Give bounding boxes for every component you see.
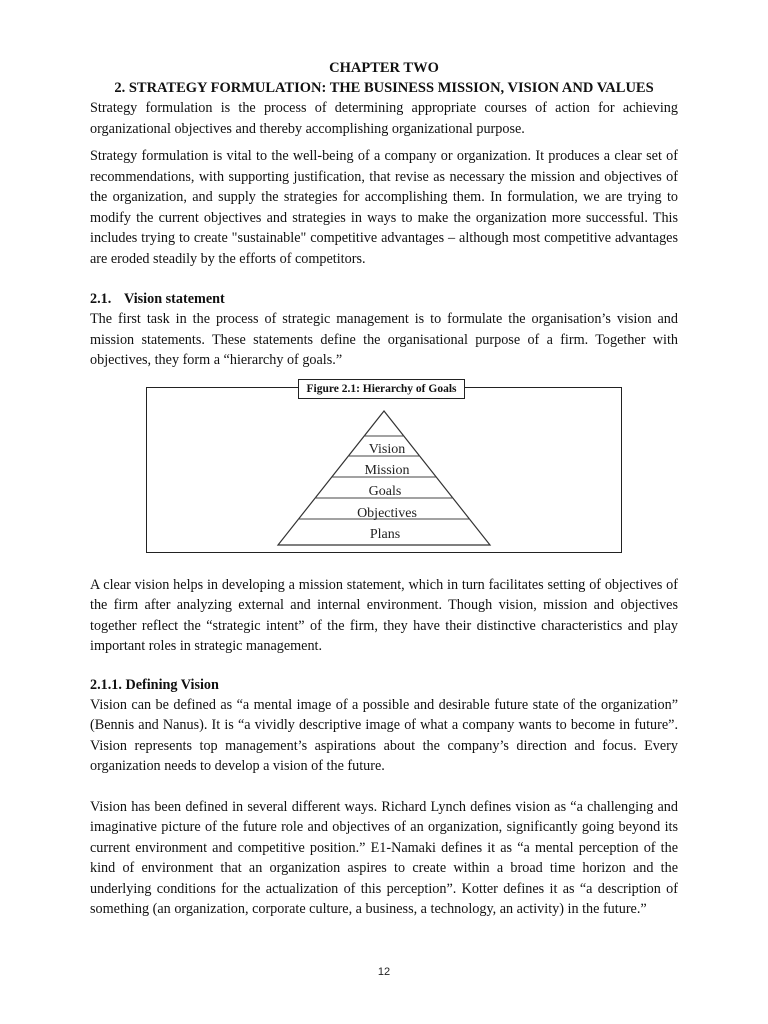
page-number: 12	[377, 966, 391, 978]
after-figure-paragraph: A clear vision helps in developing a mission statement, which in turn facilitates setting of objectives of the firm after analyzing external and internal environment. Though vision, mission and objectives together reflect the “strategic intent” of the firm, they have their distinctive characteristics and play important roles in strategic management.	[90, 576, 678, 654]
pyramid-outline	[278, 411, 490, 545]
chapter-title: CHAPTER TWO	[329, 60, 439, 76]
intro-paragraph-2: Strategy formulation is vital to the well-being of a company or organization. It produces a clear set of recommendations, with supporting justification, that revise as necessary the mission and objectives of the organization, and supply the strategies for accomplishing them. In formulation, we are trying to modify the current objectives and strategies in ways to make the organization more successful. This includes trying to create "sustainable" competitive advantages – although most competitive advantages are eroded steadily by the efforts of competitors.	[90, 148, 678, 267]
pyramid-level-plans: Plans	[369, 526, 401, 542]
defining-vision-heading: 2.1.1. Defining Vision	[90, 676, 219, 693]
pyramid-level-goals: Goals	[368, 483, 402, 499]
vision-statement-number: 2.1.	[90, 291, 112, 307]
goals-pyramid	[146, 379, 624, 553]
vision-statement-heading	[90, 289, 678, 309]
intro-paragraph-1: Strategy formulation is the process of determining appropriate courses of action for achieving organizational objectives and thereby accomplishing organizational purpose.	[90, 100, 678, 137]
pyramid-level-vision: Vision	[368, 441, 406, 457]
hierarchy-of-goals-figure	[146, 379, 624, 553]
vision-statement-title: Vision statement	[124, 291, 225, 307]
vision-statement-paragraph: The first task in the process of strategic management is to formulate the organisation’s vision and mission statements. These statements define the organisational purpose of a firm. Together with objectives, they form a “hierarchy of goals.”	[90, 311, 678, 368]
document-page	[90, 58, 678, 920]
defining-vision-paragraph-2: Vision has been defined in several different ways. Richard Lynch defines vision as “a challenging and imaginative picture of the future role and objectives of an organization, significantly going beyond its current environment and competitive position.” E1-Namaki defines it as “a mental perception of the kind of environment that an organization aspires to create within a broad time horizon and the underlying conditions for the actualization of this perception”. Kotter defines it as “a description of something (an organization, corporate culture, a business, a technology, an activity) in the future.”	[90, 798, 678, 917]
pyramid-level-mission: Mission	[364, 462, 410, 478]
figure-caption: Figure 2.1: Hierarchy of Goals	[298, 379, 465, 399]
pyramid-level-objectives: Objectives	[357, 505, 417, 521]
section-title: 2. STRATEGY FORMULATION: THE BUSINESS MISSION, VISION AND VALUES	[114, 80, 654, 96]
defining-vision-paragraph-1: Vision can be defined as “a mental image of a possible and desirable future state of the organization” (Bennis and Nanus). It is “a vividly descriptive image of what a company wants to become in future”. Vision represents top management’s aspirations about the company’s direction and focus. Every organization needs to develop a vision of the future.	[90, 696, 678, 774]
